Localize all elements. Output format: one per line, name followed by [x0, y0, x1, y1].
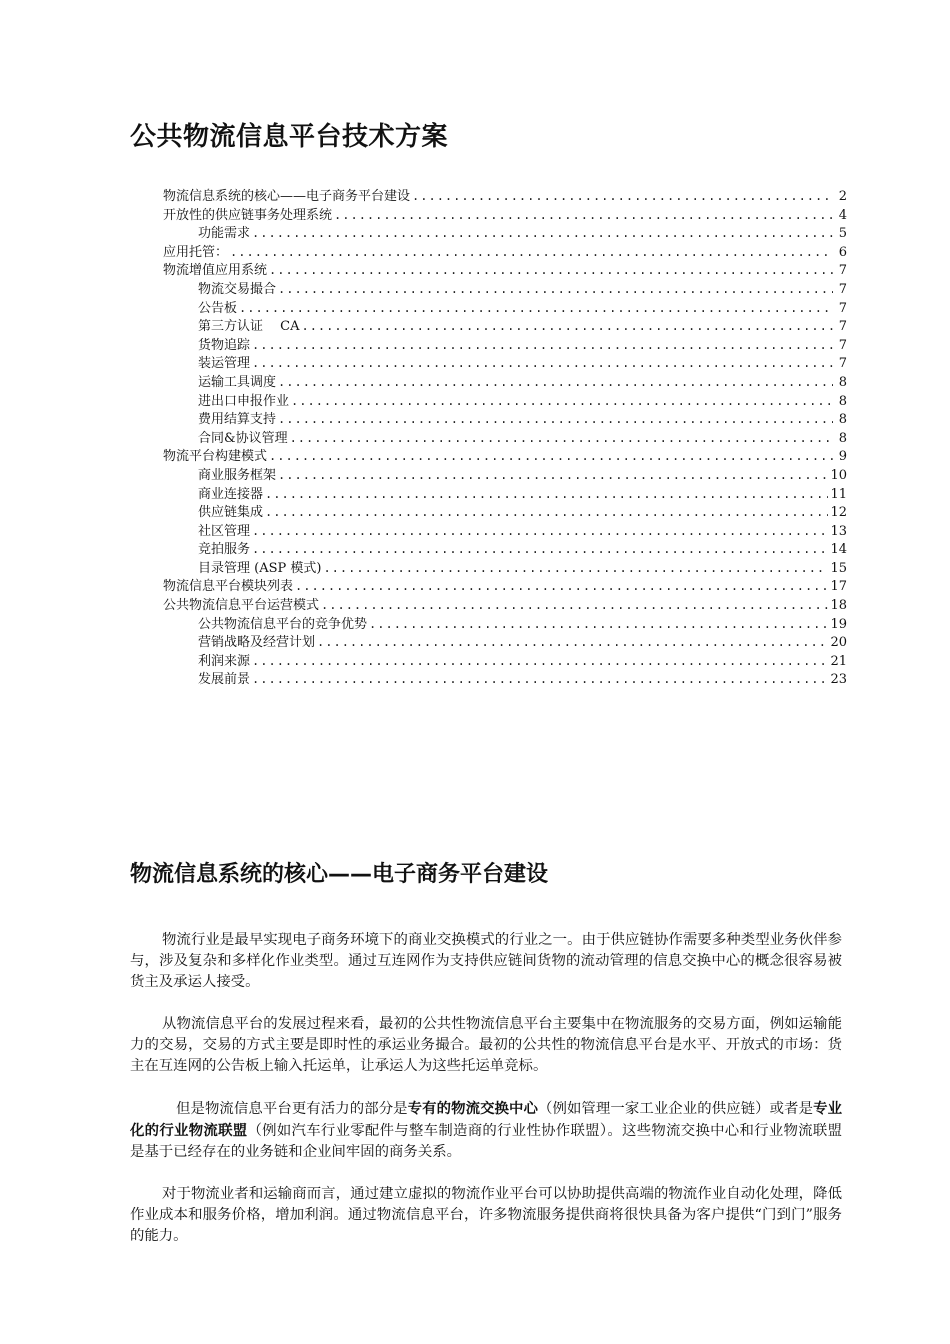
toc-entry-title: 社区管理 [198, 523, 251, 539]
toc-entry-title: 第三方认证 CA [198, 319, 300, 335]
toc-entry[interactable] [163, 652, 847, 671]
toc-entry[interactable] [163, 522, 847, 541]
toc-page-number: 13 [830, 523, 847, 539]
toc-page-number: 12 [830, 505, 847, 521]
toc-page-number: 7 [838, 281, 847, 297]
toc-page-number: 17 [830, 579, 847, 595]
toc-entry[interactable] [163, 354, 847, 373]
toc-page-number: 2 [838, 189, 847, 204]
toc-dot-leader [265, 503, 828, 522]
toc-entry-title: 商业服务框架 [198, 467, 277, 483]
toc-page-number: 15 [830, 560, 847, 576]
toc-page-number: 7 [838, 319, 847, 335]
toc-dot-leader [278, 410, 833, 429]
toc-dot-leader [252, 670, 828, 689]
toc-page-number: 7 [838, 300, 847, 316]
toc-dot-leader [239, 299, 833, 318]
toc-entry[interactable] [163, 410, 847, 429]
toc-entry[interactable] [163, 540, 847, 559]
section-heading: 物流信息系统的核心——电子商务平台建设 [130, 862, 549, 887]
toc-dot-leader [265, 485, 828, 504]
toc-entry[interactable] [163, 596, 847, 615]
toc-entry-title: 物流信息系统的核心——电子商务平台建设 [163, 189, 411, 204]
toc-dot-leader [269, 261, 833, 280]
toc-entry-title: 开放性的供应链事务处理系统 [163, 207, 333, 223]
toc-page-number: 8 [838, 412, 847, 428]
paragraph-2: 从物流信息平台的发展过程来看，最初的公共性物流信息平台主要集中在物流服务的交易方面，例如运输能力的交易，交易的方式主要是即时性的承运业务撮合。最初的公共性的物流信息平台是水平、开放式的市场：货主在互连网的公告板上输入托运单，让承运人为这些托运单竞标。 [130, 1016, 842, 1074]
toc-dot-leader [301, 317, 833, 336]
toc-page-number: 9 [838, 449, 847, 465]
toc-entry[interactable] [163, 299, 847, 318]
toc-dot-leader [334, 206, 833, 225]
toc-dot-leader [269, 447, 833, 466]
toc-entry[interactable] [163, 392, 847, 411]
toc-entry-title: 公共物流信息平台的竞争优势 [198, 616, 368, 632]
toc-dot-leader [278, 280, 833, 299]
toc-entry[interactable] [163, 317, 847, 336]
document-title: 公共物流信息平台技术方案 [130, 122, 449, 152]
bold-term-industry-alliance: 专业化的行业物流联盟 [130, 1100, 842, 1139]
toc-entry[interactable] [163, 633, 847, 652]
toc-entry[interactable] [163, 503, 847, 522]
toc-entry[interactable] [163, 336, 847, 355]
toc-dot-leader [290, 429, 833, 448]
toc-entry-title: 货物追踪 [198, 337, 251, 353]
toc-entry-title: 费用结算支持 [198, 412, 277, 428]
toc-page-number: 6 [838, 244, 847, 260]
toc-entry[interactable] [163, 224, 847, 243]
toc-entry[interactable] [163, 429, 847, 448]
paragraph-1: 物流行业是最早实现电子商务环境下的商业交换模式的行业之一。由于供应链协作需要多种类型业务伙伴参与，涉及复杂和多样化作业类型。通过互连网作为支持供应链间货物的流动管理的信息交换中心的概念很容易被货主及承运人接受。 [130, 932, 842, 990]
table-of-contents [163, 187, 847, 689]
toc-dot-leader [412, 187, 833, 206]
toc-entry-title: 装运管理 [198, 356, 251, 372]
paragraph-3 [130, 1098, 842, 1163]
toc-entry-title: 公共物流信息平台运营模式 [163, 598, 320, 614]
toc-entry[interactable] [163, 243, 847, 262]
toc-entry[interactable] [163, 280, 847, 299]
toc-page-number: 4 [838, 207, 847, 223]
toc-dot-leader [230, 243, 833, 262]
toc-entry[interactable] [163, 447, 847, 466]
toc-page-number: 20 [830, 635, 847, 651]
toc-dot-leader [278, 373, 833, 392]
toc-dot-leader [369, 615, 828, 634]
toc-entry-title: 发展前景 [198, 672, 251, 688]
toc-entry-title: 物流增值应用系统 [163, 263, 268, 279]
toc-entry-title: 目录管理 (ASP 模式) [198, 560, 322, 576]
toc-page-number: 7 [838, 337, 847, 353]
toc-page-number: 7 [838, 356, 847, 372]
paragraph-3-part-2: （例如管理一家工业企业的供应链）或者是 [537, 1101, 814, 1117]
toc-dot-leader [278, 466, 828, 485]
toc-entry-title: 功能需求 [198, 226, 251, 242]
toc-entry[interactable] [163, 485, 847, 504]
toc-page-number: 5 [838, 226, 847, 242]
toc-dot-leader [252, 540, 828, 559]
toc-dot-leader [252, 336, 833, 355]
toc-entry-title: 竞拍服务 [198, 542, 251, 558]
bold-term-exchange-center: 专有的物流交换中心 [407, 1100, 538, 1117]
toc-dot-leader [252, 224, 833, 243]
toc-entry[interactable] [163, 206, 847, 225]
toc-entry-title: 供应链集成 [198, 505, 264, 521]
toc-dot-leader [317, 633, 828, 652]
toc-entry-title: 运输工具调度 [198, 374, 277, 390]
toc-page-number: 19 [830, 616, 847, 632]
toc-entry[interactable] [163, 615, 847, 634]
toc-entry-title: 利润来源 [198, 653, 251, 669]
toc-dot-leader [291, 392, 833, 411]
toc-page-number: 8 [838, 393, 847, 409]
toc-entry[interactable] [163, 466, 847, 485]
toc-dot-leader [321, 596, 828, 615]
toc-entry-title: 商业连接器 [198, 486, 264, 502]
toc-dot-leader [252, 652, 828, 671]
toc-dot-leader [323, 559, 828, 578]
paragraph-3-part-1: 但是物流信息平台更有活力的部分是 [176, 1101, 408, 1117]
toc-page-number: 18 [830, 598, 847, 614]
toc-entry-title: 公告板 [198, 300, 238, 316]
toc-entry[interactable] [163, 559, 847, 578]
toc-page-number: 11 [830, 486, 847, 502]
toc-entry-title: 应用托管： [163, 244, 229, 260]
toc-entry[interactable] [163, 187, 847, 206]
toc-entry-title: 进出口申报作业 [198, 393, 290, 409]
toc-entry[interactable] [163, 577, 847, 596]
toc-entry[interactable] [163, 261, 847, 280]
toc-entry-title: 物流交易撮合 [198, 281, 277, 297]
paragraph-4: 对于物流业者和运输商而言，通过建立虚拟的物流作业平台可以协助提供高端的物流作业自动化处理，降低作业成本和服务价格，增加利润。通过物流信息平台，许多物流服务提供商将很快具备为客户提供“门到门”服务的能力。 [130, 1186, 842, 1244]
toc-page-number: 10 [830, 467, 847, 483]
toc-entry[interactable] [163, 670, 847, 689]
toc-dot-leader [252, 522, 828, 541]
toc-page-number: 8 [838, 374, 847, 390]
toc-entry[interactable] [163, 373, 847, 392]
section-body [130, 930, 842, 1268]
toc-dot-leader [252, 354, 833, 373]
toc-page-number: 7 [838, 263, 847, 279]
toc-page-number: 14 [830, 542, 847, 558]
toc-page-number: 23 [830, 672, 847, 688]
toc-dot-leader [295, 577, 828, 596]
paragraph-3-part-3: （例如汽车行业零配件与整车制造商的行业性协作联盟）。这些物流交换中心和行业物流联盟是基于已经存在的业务链和企业间牢固的商务关系。 [130, 1123, 842, 1160]
toc-page-number: 21 [830, 653, 847, 669]
toc-entry-title: 合同&协议管理 [198, 430, 288, 446]
toc-page-number: 8 [838, 430, 847, 446]
toc-entry-title: 物流平台构建模式 [163, 449, 268, 465]
toc-entry-title: 物流信息平台模块列表 [163, 579, 294, 595]
toc-entry-title: 营销战略及经营计划 [198, 635, 316, 651]
